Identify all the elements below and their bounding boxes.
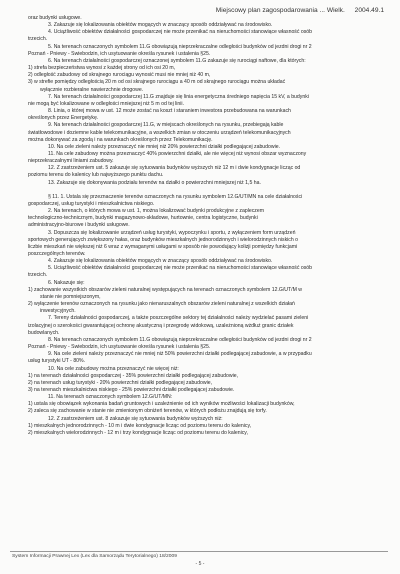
footer-divider <box>10 551 388 552</box>
text-line: Poznań - Pniewy - Świebodzin, ich usytuowanie określa rysunek i ustalenia §25. <box>28 344 211 351</box>
text-line: trzecich. <box>28 36 48 43</box>
text-line: 1) ustala się obowiązek wykonania badań gruntowych i uzależnienie od ich wyników możliwości lokalizacji budynków, <box>28 401 295 408</box>
text-line: technologiczno-technicznym, budynki magazynowo-składowe, hurtownie, centra logistyczne, budynki <box>28 215 258 222</box>
text-line: 9. Na cele zieleni należy przeznaczyć nie mniej niż 50% powierzchni działki podlegającej zabudowie, a w przypadku <box>48 351 312 358</box>
text-line: światłowodowe i doziemne kable telekomunikacyjne, a wszelkich zmian w otoczeniu urządzeń telekomunikacyjnych <box>28 129 291 136</box>
page-header <box>0 7 384 14</box>
text-line: 11. Na terenach oznaczonych symbolem 12.G/UT/MN: <box>48 394 173 401</box>
text-line: Poznań - Pniewy - Świebodzin, ich usytuowanie określa rysunek i ustalenia §25. <box>28 50 211 57</box>
text-line: określonych przez Energetykę. <box>28 115 99 122</box>
text-line: gospodarczej, usług turystyki i mieszkalnictwa niskiego. <box>28 200 155 207</box>
text-line: 7. Tereny działalności gospodarczej, a także poszczególne sektory tej działalności należy wydzielać pasami zieleni <box>48 315 309 322</box>
text-line: 10. Na cele zabudowy można przeznaczyć nie więcej niż: <box>48 365 179 372</box>
text-line: budowlanych. <box>28 329 60 336</box>
document-body <box>28 15 378 437</box>
text-line: 5. Na terenach oznaczonych symbolem 11.G obowiązują nieprzekraczalne odległości budynków od jezdni drogi nr 2 <box>48 43 312 50</box>
header-title: Miejscowy plan zagospodarowania ... Wielk. <box>215 7 345 14</box>
text-line: 3. Zakazuje się lokalizowania obiektów mogących w znaczący sposób oddziaływać na środowisko. <box>48 22 273 29</box>
text-line: 2) wyłączenie terenów oznaczonych na rysunku jako nienaruszalnych obszarów zieleni naturalnej z wszelkich działań <box>28 301 295 308</box>
text-line: 1) na terenach działalności gospodarczej - 35% powierzchni działki podlegającej zabudowie, <box>28 372 239 379</box>
text-line: stanie nie pomniejszonym, <box>40 293 101 300</box>
text-line: usług turystyki UT - 80%. <box>28 358 86 365</box>
text-line: izolacyjnej o szerokości gwarantującej ochronę akustyczną i przegrodę widokową, uzależnioną wżdłuż granic działek <box>28 322 294 329</box>
text-line: oraz budynki usługowe. <box>28 15 82 21</box>
text-line: 9. Na terenach działalności gospodarczej 11.G, w miejscach określonych na rysunku, przebiegają kable <box>48 122 284 129</box>
page-number: - 5 - <box>195 561 205 567</box>
text-line: liczbie mieszkań nie większej niż 6 wraz z wymaganymi usługami w sposób nie powodujący kolizji pomiędzy funkcjami <box>28 243 298 250</box>
text-line: § 11. 1. Ustala się przeznaczenie terenów oznaczonych na rysunku symbolem 12.G/UT/MN na cele działalności <box>48 193 303 200</box>
text-line: 7. Na terenach działalności gospodarczej 11.G znajduje się linia energetyczna średniego napięcia 15 kV, a budynki <box>48 93 309 100</box>
text-line: 2. Na terenach, o których mowa w ust. 1, można lokalizować budynki produkcyjne z zapleczem <box>48 208 265 215</box>
text-line: 1) strefa bezpieczeństwa wynosi z każdej strony od ich osi 20 m, <box>28 65 176 72</box>
text-line: 12. Z zastrzeżeniem ust. 5 zakazuje się sytuowania budynków wyższych niż 12 m i dwie kondygnacje licząc od <box>48 165 301 172</box>
text-line: 6. Na terenach działalności gospodarczej oznaczonej symbolem 11.G zakazuje się rurociągi naftowe, dla których: <box>48 57 306 64</box>
text-line: 1) zachowanie wszystkich obszarów zieleni naturalnej występujących na terenach oznaczonych symbolem 12.G/UT/M w <box>28 286 303 293</box>
text-line: można dokonywać za zgodą i na warunkach określonych przez Telekomunikację. <box>28 136 213 143</box>
text-line: 2) mieszkalnych wielorodzinnych - 12 m i trzy kondygnacje licząc od poziomu terenu do kalenicy, <box>28 429 248 436</box>
text-line: sportowych generujących zwiększony hałas, oraz budynków mieszkalnych jednorodzinnych i wielorodzinnych niskich o <box>28 236 299 243</box>
text-line: poszczególnych terenów. <box>28 251 86 257</box>
text-line: administracyjno-biurowe i budynki usługowe. <box>28 222 130 229</box>
text-line: 4. Zakazuje się lokalizowania obiektów mogących w znaczący sposób oddziaływać na środowisko. <box>48 258 273 265</box>
text-line: 13. Zakazuje się dokonywania podziału terenów na działki o powierzchni mniejszej niż 1,5 ha. <box>48 179 261 186</box>
text-line: 3) na terenach mieszkalnictwa niskiego - 25% powierzchni działki podlegającej zabudowie. <box>28 386 235 393</box>
text-line: 1) mieszkalnych jednorodzinnych - 10 m i dwie kondygnacje licząc od poziomu terenu do kalenicy, <box>28 422 252 429</box>
text-line: nieprzekraczalnymi liniami zabudowy. <box>28 158 114 165</box>
text-line: 8. Linia, o której mowa w ust. 12 może zostać na koszt i staraniem inwestora przebudowana na warunkach <box>48 108 291 115</box>
header-doc-number: 2004.49.1 <box>354 7 384 14</box>
text-line: wyłącznie rozbieralne nawierzchnie drogowe. <box>40 86 144 93</box>
text-line: nie mogą być lokalizowane w odległości mniejszej niż 5 m od tej linii. <box>28 100 185 107</box>
text-line: 2) odległość zabudowy od skrajnego rurociągu wynosić musi nie mniej niż 40 m, <box>28 72 211 79</box>
text-line: 5. Uciążliwość obiektów działalności gospodarczej nie może przenikać na nieruchomości stanowiące własność osób <box>48 265 313 272</box>
footer-source: System Informacji Prawnej Lex (Lex dla Samorządu Terytorialnego) 18/2009 <box>12 554 177 559</box>
paragraph-gap <box>28 187 378 194</box>
text-line: poziomu terenu do kalenicy lub najwyższego punktu dachu. <box>28 172 164 179</box>
text-line: 3. Dopuszcza się lokalizowanie urządzeń usług turystyki, wypoczynku i sportu, z wyłączeniem form urządzeń <box>48 229 296 236</box>
text-line: 12. Z zastrzeżeniem ust. 8 zakazuje się sytuowania budynków wyższych niż: <box>48 415 223 422</box>
text-line: 2) na terenach usług turystyki - 20% powierzchni działki podlegającej zabudowie, <box>28 379 213 386</box>
text-line: 11. Na cele zabudowy można przeznaczyć 40% powierzchni działki, ale nie więcej niż wynosi obszar wyznaczony <box>48 150 307 157</box>
text-line: 3) w strefie pomiędzy odległością 20 m od osi skrajnego rurociągu a 40 m od skrajnego rurociągu można układać <box>28 79 286 86</box>
text-line: 10. Na cele zieleni należy przeznaczyć nie mniej niż 20% powierzchni działki podlegającej zabudowie. <box>48 143 281 150</box>
text-line: 6. Nakazuje się: <box>48 279 85 286</box>
text-line: trzecich. <box>28 272 48 279</box>
text-line: 4. Uciążliwość obiektów działalności gospodarczej nie może przenikać na nieruchomości stanowiące własność osób <box>48 29 313 36</box>
text-line: 8. Na terenach oznaczonych symbolem 11.G obowiązują nieprzekraczalne odległości budynków od jezdni drogi nr 2 <box>48 336 312 343</box>
text-line: inwestycyjnych. <box>40 308 76 315</box>
text-line: 2) zaleca się zachowanie w stanie nie zmienionym obniżeń terenów, w których podłożu znajdują się torfy. <box>28 408 267 415</box>
